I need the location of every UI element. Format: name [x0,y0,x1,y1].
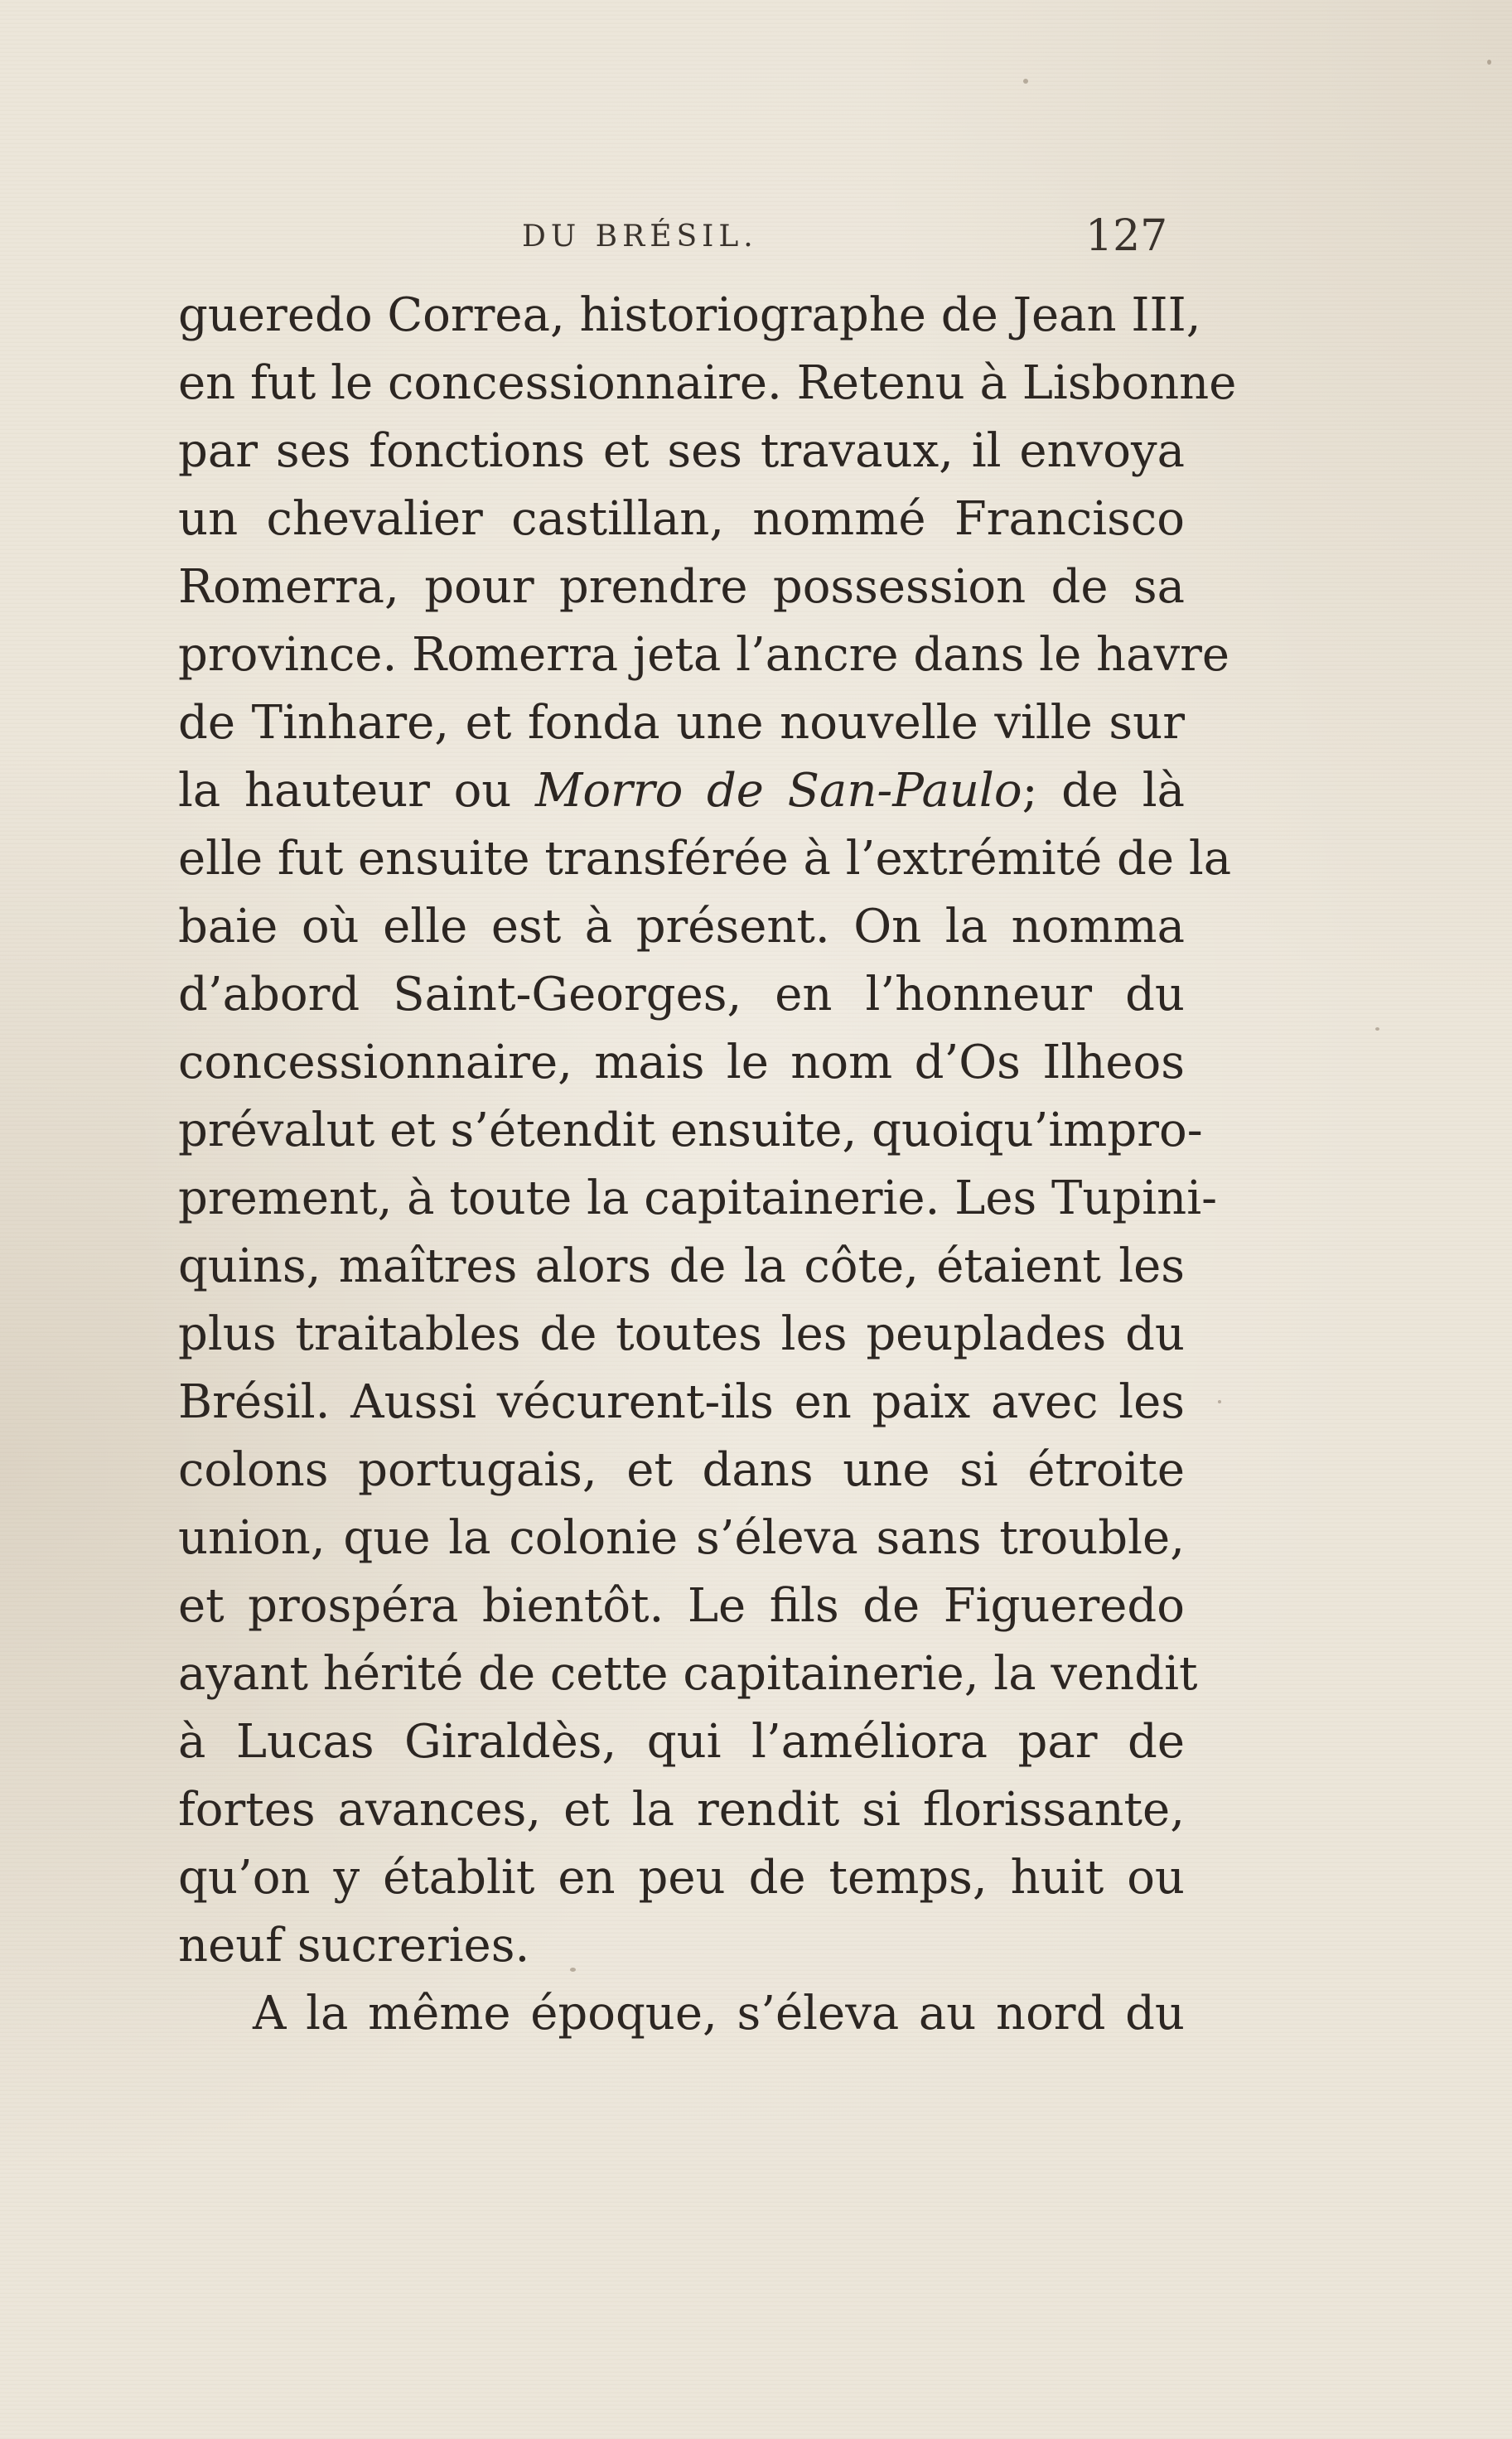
text-segment: ; de là [1022,764,1185,818]
text-line: prévalut et s’étendit ensuite, quoiqu’impro- [178,1104,1203,1157]
text-line: en fut le concessionnaire. Retenu à Lisbonne [178,356,1237,410]
paper-speck [1487,60,1491,65]
italic-place-name: Morro de San-Paulo [535,764,1022,818]
paper-speck [1023,79,1028,84]
text-line: quins, maîtres alors de la côte, étaient les [178,1239,1185,1293]
text-line: Brésil. Aussi vécurent-ils en paix avec les [178,1375,1185,1429]
text-line: union, que la colonie s’éleva sans trouble, [178,1511,1185,1565]
text-line: gueredo Correa, historiographe de Jean III, [178,288,1201,342]
text-line: d’abord Saint-Georges, en l’honneur du [178,968,1185,1021]
text-line: et prospéra bientôt. Le fils de Figueredo [178,1579,1185,1633]
text-line: colons portugais, et dans une si étroite [178,1443,1185,1497]
text-line: à Lucas Giraldès, qui l’améliora par de [178,1715,1185,1769]
text-line: qu’on y établit en peu de temps, huit ou [178,1851,1185,1905]
text-line: elle fut ensuite transférée à l’extrémité de la [178,832,1232,886]
text-line: province. Romerra jeta l’ancre dans le havre [178,628,1230,682]
paragraph-start-line: A la même époque, s’éleva au nord du [253,1987,1185,2041]
text-line: baie où elle est à présent. On la nomma [178,900,1185,954]
text-line: prement, à toute la capitainerie. Les Tupini- [178,1171,1218,1225]
text-line: par ses fonctions et ses travaux, il envoya [178,424,1185,478]
page-number: 127 [1085,211,1168,261]
paper-speck [1375,1027,1379,1031]
text-line: fortes avances, et la rendit si florissante, [178,1783,1185,1837]
text-line: un chevalier castillan, nommé Francisco [178,492,1185,546]
text-line: de Tinhare, et fonda une nouvelle ville sur [178,696,1185,750]
text-line-with-italic [178,757,1185,825]
text-segment: la hauteur ou [178,764,512,818]
text-line: Romerra, pour prendre possession de sa [178,560,1185,614]
page-header [522,211,1185,261]
running-head: DU BRÉSIL. [522,220,758,254]
paragraph-end-line: neuf sucreries. [178,1919,530,1973]
paper-speck [570,1968,576,1972]
text-line: ayant hérité de cette capitainerie, la vendit [178,1647,1198,1701]
text-line: plus traitables de toutes les peuplades du [178,1307,1185,1361]
body-text [178,282,1237,2071]
paper-speck [1218,1400,1221,1403]
text-line: concessionnaire, mais le nom d’Os Ilheos [178,1036,1185,1089]
